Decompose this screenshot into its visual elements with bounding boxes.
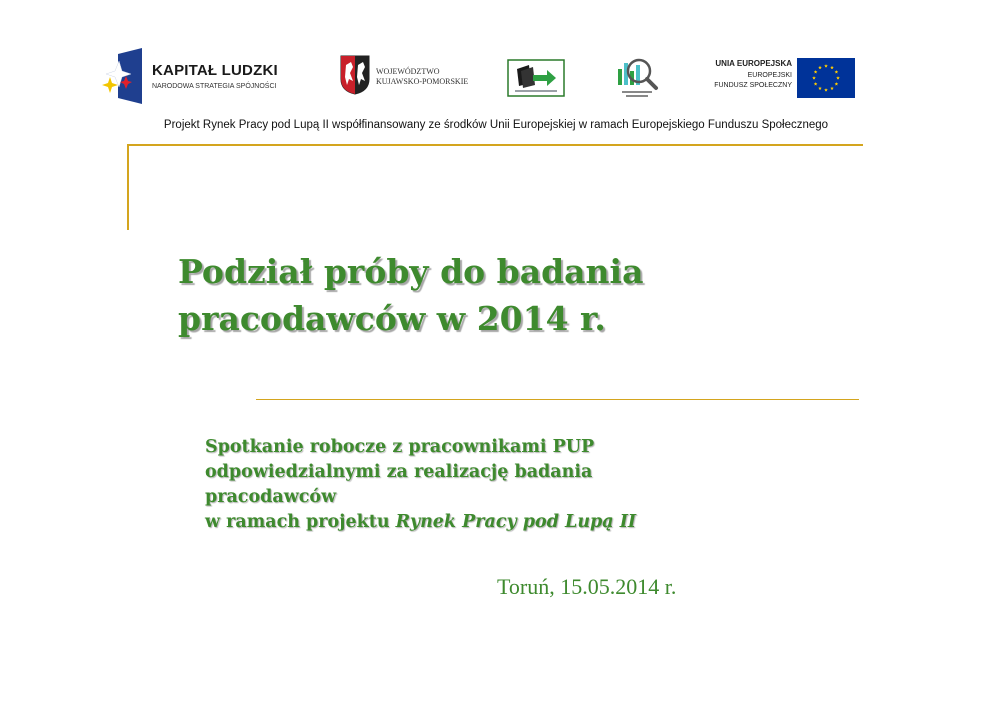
- ue-line1: UNIA EUROPEJSKA: [715, 59, 792, 68]
- slide-title-line2: pracodawców w 2014 r.: [178, 299, 606, 338]
- kapital-ludzki-logo: [100, 48, 300, 108]
- subtitle-project-name: Rynek Pracy pod Lupą II: [395, 512, 637, 532]
- kapital-ludzki-title: KAPITAŁ LUDZKI: [152, 62, 278, 79]
- middle-rule: [256, 399, 859, 400]
- magnifier-logo-icon: [612, 53, 662, 101]
- ue-line3: FUNDUSZ SPOŁECZNY: [714, 82, 792, 89]
- wojewodztwo-line2: KUJAWSKO-POMORSKIE: [376, 77, 469, 86]
- wojewodztwo-logo: [340, 55, 480, 99]
- wup-torun-logo-icon: [507, 59, 565, 97]
- subtitle-line3: pracodawców: [205, 487, 337, 507]
- slide-title-line1: Podział próby do badania: [178, 252, 644, 291]
- slide-title: [178, 248, 878, 342]
- coat-of-arms-icon: [340, 55, 370, 95]
- eu-flag-icon: [797, 58, 855, 98]
- unia-europejska-logo: [700, 56, 860, 100]
- kapital-ludzki-emblem-icon: [100, 48, 144, 104]
- subtitle-line4: [205, 510, 845, 535]
- ue-line2: EUROPEJSKI: [747, 72, 792, 79]
- project-cofinancing-note: Projekt Rynek Pracy pod Lupą II współfinansowany ze środków Unii Europejskiej w ramach Europejskiego Funduszu Społecznego: [163, 119, 829, 131]
- subtitle-line4-prefix: w ramach projektu: [205, 512, 396, 532]
- vertical-rule: [127, 144, 129, 230]
- slide-subtitle: [205, 435, 845, 535]
- top-rule: [128, 144, 863, 146]
- logo-bar: [0, 0, 992, 110]
- subtitle-line1: Spotkanie robocze z pracownikami PUP: [205, 437, 595, 457]
- wojewodztwo-line1: WOJEWÓDZTWO: [376, 67, 440, 76]
- date-place: Toruń, 15.05.2014 r.: [497, 574, 677, 599]
- kapital-ludzki-subtitle: NARODOWA STRATEGIA SPÓJNOŚCI: [152, 83, 277, 90]
- subtitle-line2: odpowiedzialnymi za realizację badania: [205, 462, 593, 482]
